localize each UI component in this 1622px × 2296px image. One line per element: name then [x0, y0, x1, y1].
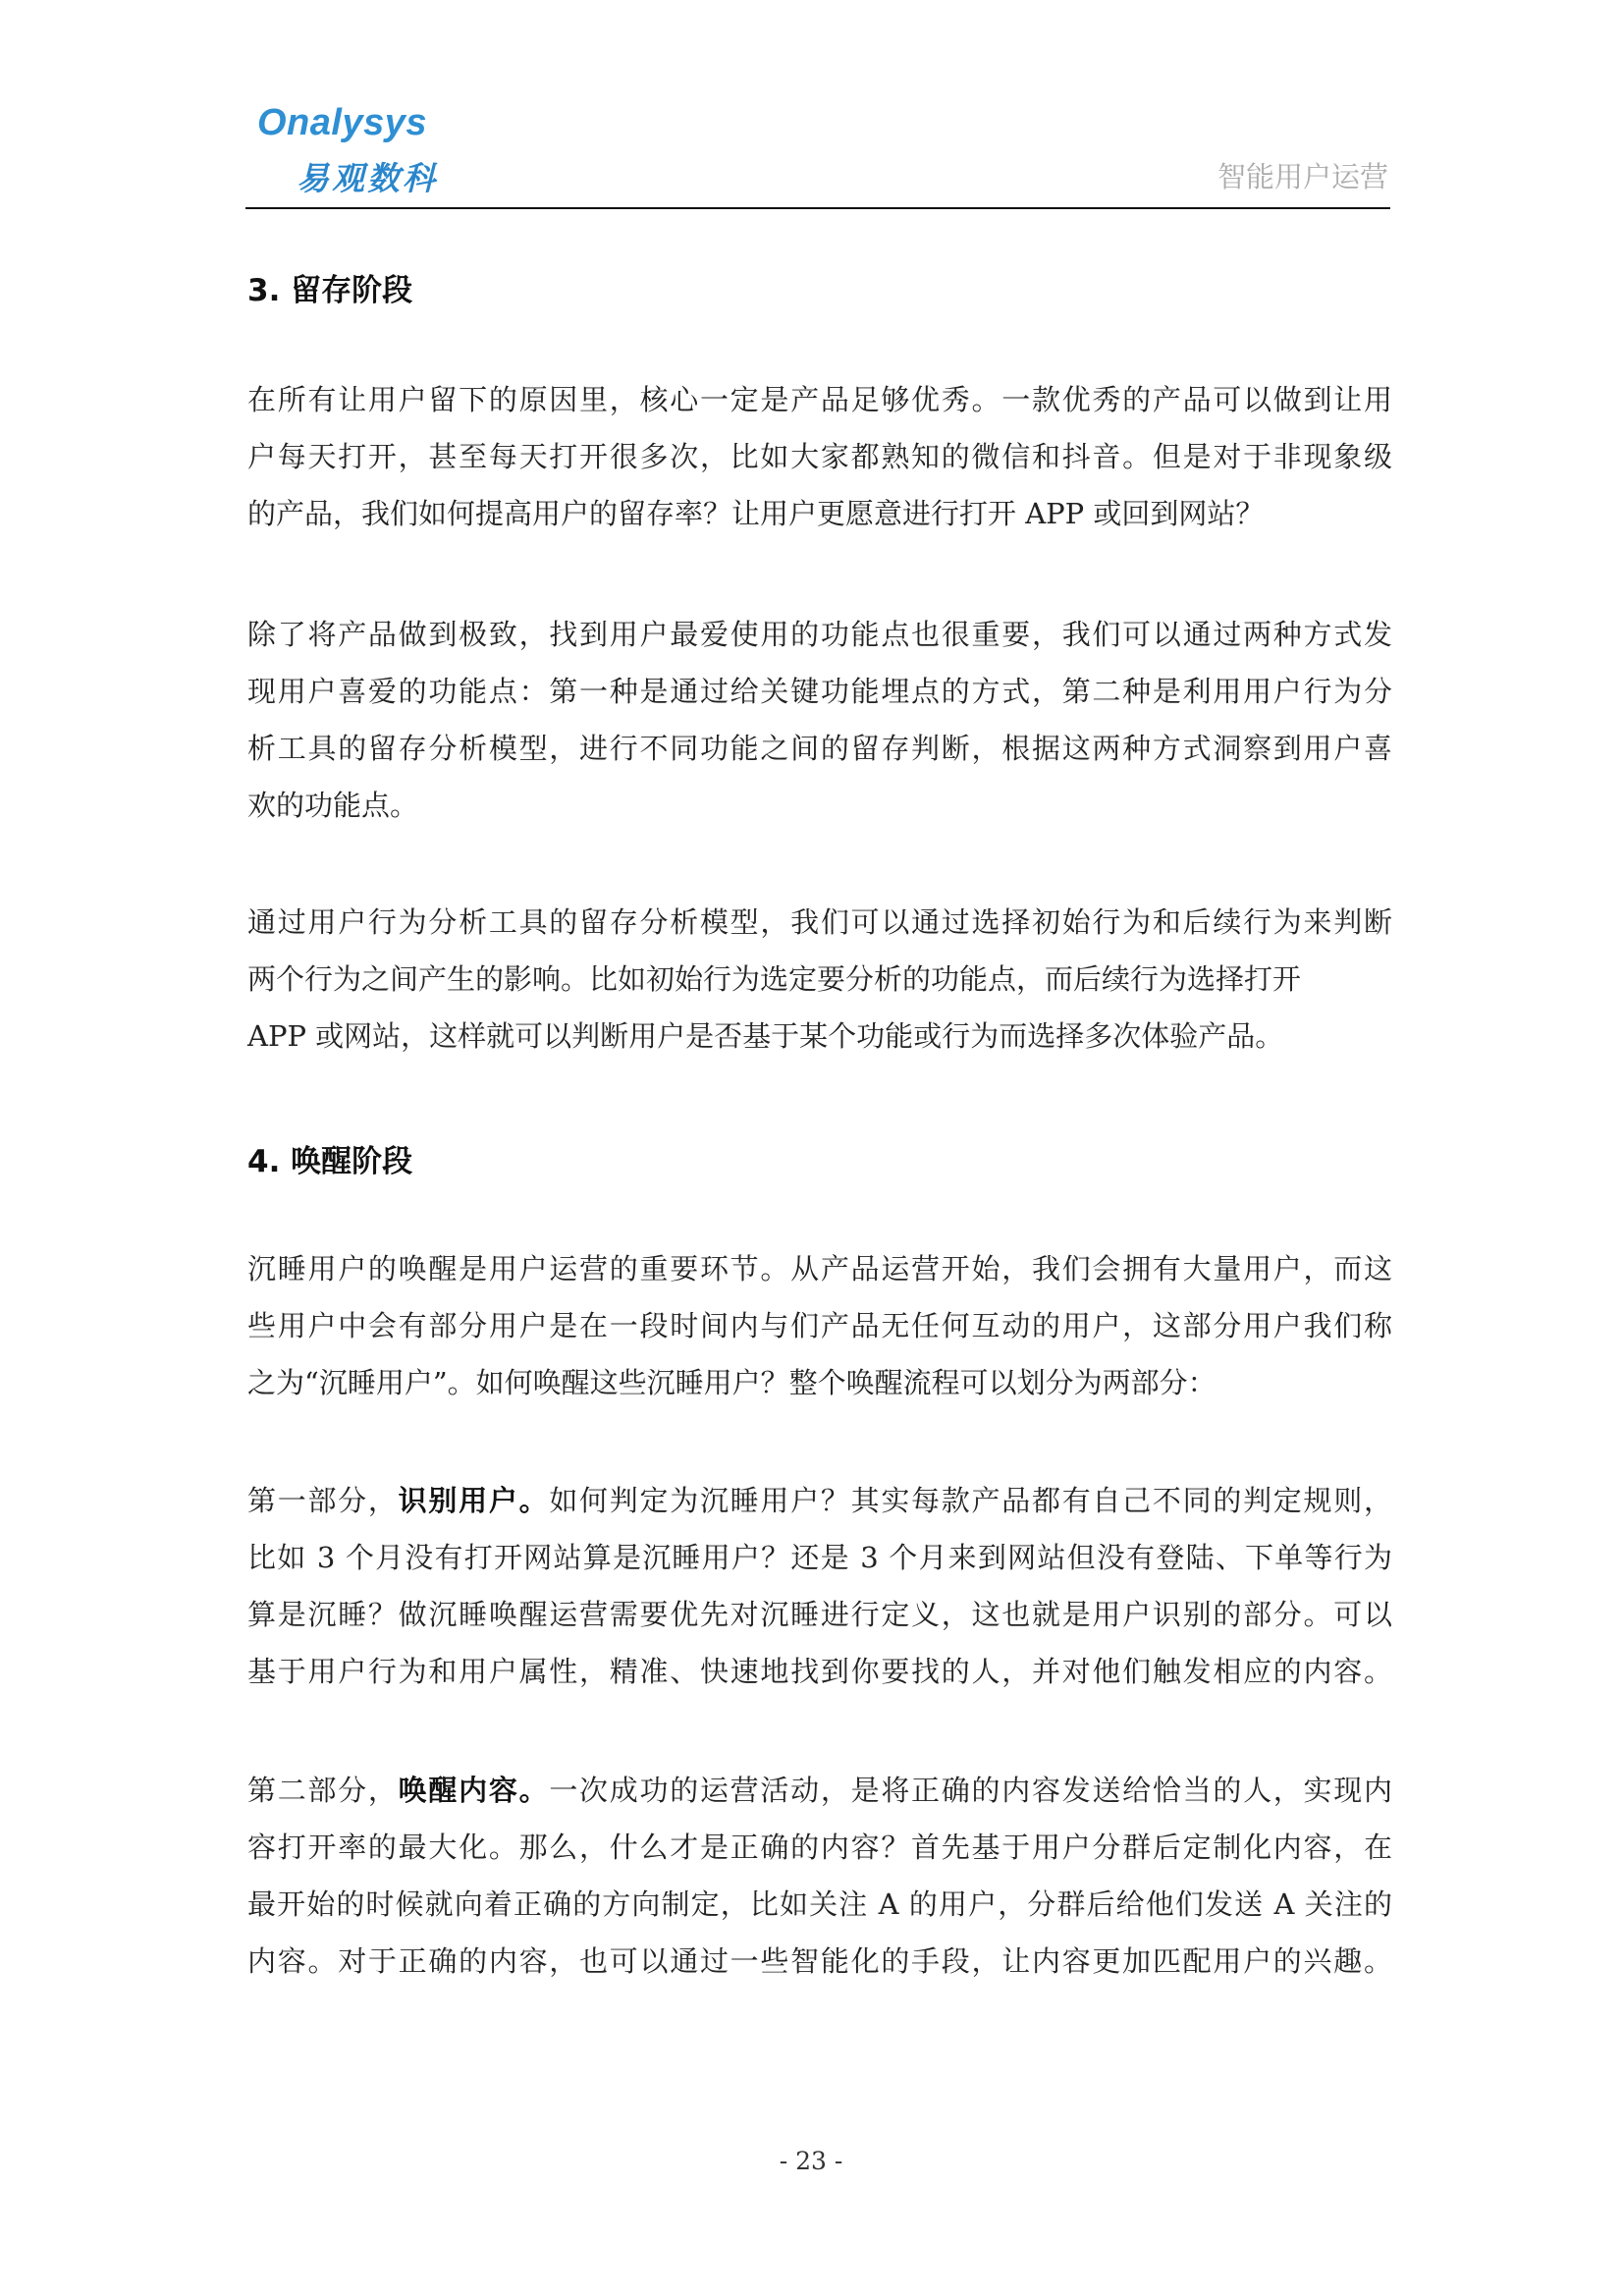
text-line: 通过用户行为分析工具的留存分析模型，我们可以通过选择初始行为和后续行为来判断	[247, 905, 1392, 939]
logo-chinese-name: 易观数科	[297, 159, 438, 197]
running-header-title: 智能用户运营	[1216, 160, 1388, 193]
text-line: 算是沉睡？做沉睡唤醒运营需要优先对沉睡进行定义，这也就是用户识别的部分。可以	[247, 1598, 1392, 1631]
text-line: 些用户中会有部分用户是在一段时间内与们产品无任何互动的用户，这部分用户我们称	[247, 1309, 1392, 1342]
section-heading-retention: 3. 留存阶段	[247, 273, 413, 308]
paragraph	[247, 1472, 1392, 1700]
text-line: 现用户喜爱的功能点：第一种是通过给关键功能埋点的方式，第二种是利用用户行为分	[247, 675, 1392, 708]
text-line	[247, 1472, 1392, 1529]
section-heading-reactivation: 4. 唤醒阶段	[247, 1144, 413, 1179]
text-line: 除了将产品做到极致，找到用户最爱使用的功能点也很重要，我们可以通过两种方式发	[247, 618, 1392, 651]
text-line: 容打开率的最大化。那么，什么才是正确的内容？首先基于用户分群后定制化内容，在	[247, 1831, 1392, 1864]
text-line: 欢的功能点。	[247, 789, 419, 822]
company-logo	[257, 102, 463, 200]
text-line: 析工具的留存分析模型，进行不同功能之间的留存判断，根据这两种方式洞察到用户喜	[247, 732, 1392, 765]
text-line: 沉睡用户的唤醒是用户运营的重要环节。从产品运营开始，我们会拥有大量用户，而这	[247, 1252, 1392, 1285]
paragraph	[247, 1762, 1392, 1990]
text-line: 户每天打开，甚至每天打开很多次，比如大家都熟知的微信和抖音。但是对于非现象级	[247, 440, 1392, 473]
text-line: 之为“沉睡用户”。如何唤醒这些沉睡用户？整个唤醒流程可以划分为两部分：	[247, 1366, 1216, 1399]
paragraph-lead: 第一部分，	[247, 1484, 399, 1517]
text-line: APP 或网站，这样就可以判断用户是否基于某个功能或行为而选择多次体验产品。	[247, 1019, 1284, 1053]
paragraph-lead-rest: 一次成功的运营活动，是将正确的内容发送给恰当的人，实现内	[549, 1774, 1392, 1807]
text-line: 两个行为之间产生的影响。比如初始行为选定要分析的功能点，而后续行为选择打开	[247, 962, 1302, 996]
text-line: 基于用户行为和用户属性，精准、快速地找到你要找的人，并对他们触发相应的内容。	[247, 1655, 1392, 1688]
header-divider	[245, 207, 1390, 209]
text-line: 的产品，我们如何提高用户的留存率？让用户更愿意进行打开 APP 或回到网站？	[247, 497, 1265, 530]
paragraph	[247, 1240, 1392, 1411]
text-line: 最开始的时候就向着正确的方向制定，比如关注 A 的用户，分群后给他们发送 A 关注的	[247, 1887, 1392, 1921]
text-line	[247, 1762, 1392, 1819]
text-line: 比如 3 个月没有打开网站算是沉睡用户？还是 3 个月来到网站但没有登陆、下单等行为	[247, 1541, 1392, 1574]
paragraph-lead: 第二部分，	[247, 1774, 399, 1807]
paragraph-lead-rest: 如何判定为沉睡用户？其实每款产品都有自己不同的判定规则，	[549, 1484, 1392, 1517]
bold-keyword-wake-content: 唤醒内容。	[398, 1774, 550, 1807]
paragraph	[247, 894, 1392, 1065]
page-number: - 23 -	[779, 2147, 843, 2175]
logo-wordmark: Onalysys	[257, 102, 427, 143]
text-line: 内容。对于正确的内容，也可以通过一些智能化的手段，让内容更加匹配用户的兴趣。	[247, 1944, 1392, 1978]
paragraph	[247, 606, 1392, 834]
text-line: 在所有让用户留下的原因里，核心一定是产品足够优秀。一款优秀的产品可以做到让用	[247, 383, 1392, 416]
bold-keyword-identify-users: 识别用户。	[398, 1484, 550, 1517]
paragraph	[247, 371, 1392, 542]
